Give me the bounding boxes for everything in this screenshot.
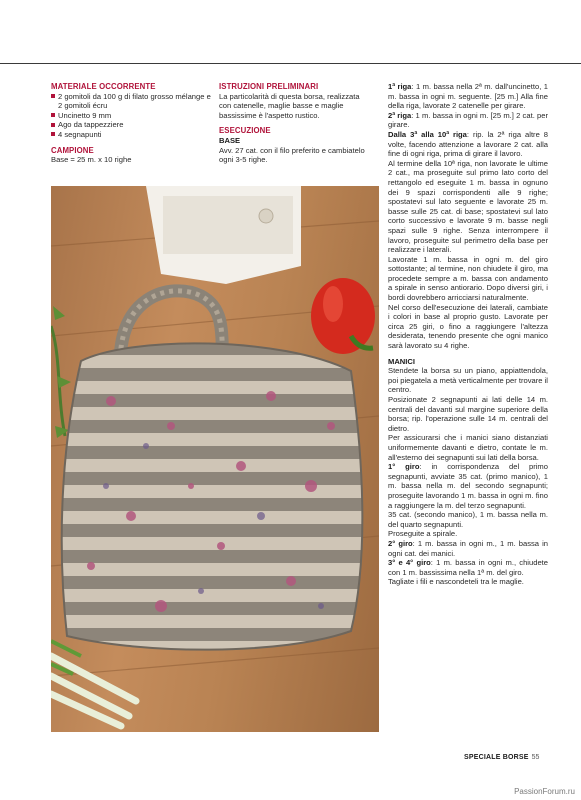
crochet-bag-illustration [51, 186, 379, 732]
paragraph: Lavorate 1 m. bassa in ogni m. del giro sottostante; al termine, non chiudete il giro, ma procedete sempre a m. bassa con andamento a spirale in senso antiorario. Dopo diversi giri, i bordi dovrebbero arricciarsi naturalmente. [388, 254, 548, 303]
paragraph: Per assicurarsi che i manici siano distanziati uniformemente davanti e dietro, contate le m. all'esterno dei segnapunti sui lati della borsa. [388, 433, 548, 462]
round-2-label: 2° giro [388, 538, 413, 548]
row-3-10-label: Dalla 3ª alla 10ª riga [388, 129, 467, 139]
material-item: Ago da tappezziere [51, 120, 211, 130]
gauge-heading: CAMPIONE [51, 145, 94, 155]
round-3-4: 3° e 4° giro: 1 m. bassa in ogni m., chiudete con 1 m. bassissima nella 1ª m. del giro. [388, 558, 548, 577]
paragraph: Tagliate i fili e nascondeteli tra le maglie. [388, 577, 524, 587]
watermark: PassionForum.ru [514, 787, 575, 796]
materials-list [51, 92, 211, 140]
section-name: SPECIALE BORSE [464, 754, 529, 761]
paragraph: Proseguite a spirale. [388, 529, 458, 539]
column-instructions [219, 82, 371, 165]
column-pattern [388, 82, 548, 587]
paragraph: Stendete la borsa su un piano, appiattendola, poi piegatela a metà verticalmente per trovare il centro. [388, 366, 548, 395]
row-3-10: Dalla 3ª alla 10ª riga: rip. la 2ª riga altre 8 volte, facendo attenzione a lavorare 2 cat. alla fine di ogni riga, prima di girare il lavoro. [388, 129, 548, 159]
paragraph: Al termine della 10ª riga, non lavorate le ultime 2 cat., ma proseguite sul primo lato corto del rettangolo ed eseguite 1 m. bassa in ognuno dei 9 spazi corrispondenti alle 9 righe; spostatevi sul lato seguente e lavorate 25 m. basse sulle 25 cat. di base; spostatevi sul lato corto successivo e lavorate 9 m. basse negli spazi sulle 9 righe. Senza interrompere il lavoro, proseguite sul perimetro della base per realizzare i laterali. [388, 158, 548, 255]
row-1: 1ª riga: 1 m. bassa nella 2ª m. dall'uncinetto, 1 m. bassa in ogni m. seguente. [25 m.] Alla fine della riga, lavorate 2 catenelle per girare. [388, 82, 548, 111]
paragraph: Posizionate 2 segnapunti ai lati delle 14 m. centrali del davanti sul margine superiore della borsa; rip. l'operazione sulle 14 m. centrali del dietro. [388, 395, 548, 433]
gauge-text: Base = 25 m. x 10 righe [51, 155, 132, 165]
page-number: 55 [531, 754, 540, 761]
page-footer [464, 754, 539, 761]
instructions-heading: ISTRUZIONI PRELIMINARI [219, 82, 319, 91]
material-item: 4 segnapunti [51, 130, 211, 140]
paragraph: 35 cat. (secondo manico), 1 m. bassa nella m. del quarto segnapunti. [388, 510, 548, 529]
instructions-text: La particolarità di questa borsa, realizzata con catenelle, maglie basse e maglie bassissime è l'aspetto rustico. [219, 91, 360, 120]
top-rule [0, 63, 581, 64]
base-text: Avv. 27 cat. con il filo preferito e cambiatelo ogni 3-5 righe. [219, 145, 365, 165]
materials-heading: MATERIALE OCCORRENTE [51, 82, 156, 91]
paragraph: Nel corso dell'esecuzione dei laterali, cambiate i colori in base al proprio gusto. Lavorate per circa 25 giri, o fino a raggiungere l'altezza desiderata, tenendo presente che ogni manico sarà lavorato su 4 righe. [388, 302, 548, 351]
material-item: Uncinetto 9 mm [51, 111, 211, 121]
row-1-label: 1ª riga [388, 82, 412, 91]
round-1-label: 1° giro [388, 462, 420, 472]
execution-heading: ESECUZIONE [219, 126, 271, 136]
round-3-4-label: 3° e 4° giro [388, 558, 431, 568]
column-materials [51, 82, 211, 165]
round-1: 1° giro: in corrispondenza del primo segnapunti, avviate 35 cat. (primo manico), 1 m. bassa nella m. del secondo segnapunti; proseguite lavorando 1 m. bassa in ogni m. fino a raggiungere la m. del terzo segnapunti. [388, 462, 548, 510]
handles-heading: MANICI [388, 356, 415, 366]
bag-photo [51, 186, 379, 732]
row-2: 2ª riga: 1 m. bassa in ogni m. [25 m.] 2 cat. per girare. [388, 110, 549, 130]
material-item: 2 gomitoli da 100 g di filato grosso mélange e 2 gomitoli écru [51, 92, 211, 111]
round-2: 2° giro: 1 m. bassa in ogni m., 1 m. bassa in ogni cat. dei manici. [388, 538, 548, 558]
base-title: BASE [219, 135, 241, 145]
row-2-label: 2ª riga [388, 110, 412, 120]
